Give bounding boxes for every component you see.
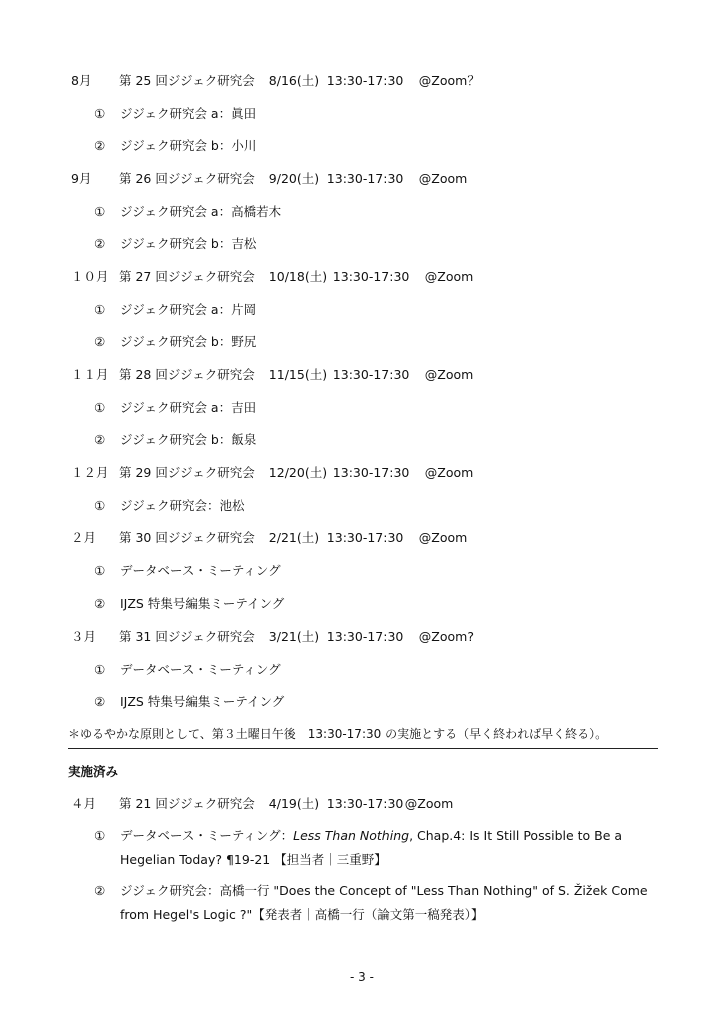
schedule-note: ＊ゆるやかな原則として、第３土曜日午後 13:30-17:30 の実施とする（早く終われば早く終る）。 <box>68 727 608 741</box>
session-place: @Zoom <box>418 171 468 186</box>
item-number: ② <box>94 694 106 709</box>
session-month: １１月 <box>71 367 109 382</box>
presenter-tag: 【発表者｜高橋一行（論文第一稿発表）】 <box>252 907 484 922</box>
session-item <box>94 301 256 319</box>
session-place: @Zoom <box>424 367 474 382</box>
session-title: 第 30 回ジジェク研究会 <box>119 530 255 545</box>
session-item <box>94 431 256 449</box>
done-item-number: ① <box>94 828 106 843</box>
session-place: @Zoom？ <box>418 73 480 88</box>
item-number: ② <box>94 432 106 447</box>
item-number: ① <box>94 498 106 513</box>
session-time: 13:30-17:30 <box>332 269 410 284</box>
session-title: 第 29 回ジジェク研究会 <box>119 465 255 480</box>
session-item <box>94 137 256 155</box>
session-date: 4/19(土) <box>268 796 320 811</box>
item-text: IJZS 特集号編集ミーテイング <box>120 694 285 709</box>
item-text: データベース・ミーティング <box>120 662 281 677</box>
session-item <box>94 333 256 351</box>
item-detail: , Chap.4: Is It Still Possible to Be a Hegelian Today? ¶19-21 <box>120 828 623 867</box>
session-title: 第 31 回ジジェク研究会 <box>119 629 255 644</box>
session-place: @Zoom <box>404 796 454 811</box>
session-row <box>71 628 474 646</box>
item-text: ジジェク研究会 a：片岡 <box>120 302 257 317</box>
session-time: 13:30-17:30 <box>332 367 410 382</box>
session-date: 2/21(土) <box>268 530 320 545</box>
session-month: ３月 <box>71 629 97 644</box>
session-row <box>71 366 473 384</box>
session-place: @Zoom <box>424 465 474 480</box>
session-item <box>94 235 256 253</box>
item-number: ① <box>94 302 106 317</box>
session-place: @Zoom? <box>418 629 474 644</box>
item-number: ① <box>94 106 106 121</box>
item-number: ② <box>94 236 106 251</box>
item-number: ② <box>94 334 106 349</box>
item-prefix: データベース・ミーティング： <box>120 828 294 843</box>
session-title: 第 25 回ジジェク研究会 <box>119 73 255 88</box>
book-title: Less Than Nothing <box>293 828 410 843</box>
presenter-tag: 【担当者｜三重野】 <box>274 852 387 867</box>
session-item <box>94 693 284 711</box>
item-number: ① <box>94 563 106 578</box>
session-time: 13:30-17:30 <box>326 629 404 644</box>
item-number: ① <box>94 204 106 219</box>
session-title: 第 26 回ジジェク研究会 <box>119 171 255 186</box>
item-number: ① <box>94 400 106 415</box>
item-text: ジジェク研究会 a：眞田 <box>120 106 257 121</box>
session-time: 13:30-17:30 <box>326 171 404 186</box>
session-item <box>94 661 281 679</box>
session-date: 9/20(土) <box>268 171 320 186</box>
item-prefix: ジジェク研究会：高橋一行 "Does the Concept of "Less Than Nothing" of S. Žižek Come from Hegel's Logic ?" <box>120 883 648 922</box>
session-row <box>71 170 467 188</box>
session-item <box>94 203 281 221</box>
item-number: ② <box>94 138 106 153</box>
item-number: ② <box>94 596 106 611</box>
session-title: 第 28 回ジジェク研究会 <box>119 367 255 382</box>
session-date: 8/16(土) <box>268 73 320 88</box>
session-time: 13:30-17:30 <box>332 465 410 480</box>
done-item-text <box>120 824 660 872</box>
session-title: 第 27 回ジジェク研究会 <box>119 269 255 284</box>
session-title: 第 21 回ジジェク研究会 <box>119 796 255 811</box>
session-item <box>94 595 284 613</box>
item-text: ジジェク研究会：池松 <box>120 498 245 513</box>
session-time: 13:30-17:30 <box>326 530 404 545</box>
session-row <box>71 268 473 286</box>
session-month: 8月 <box>71 73 92 88</box>
session-place: @Zoom <box>418 530 468 545</box>
session-item <box>94 105 256 123</box>
session-row <box>71 529 467 547</box>
session-row <box>71 795 453 813</box>
session-row <box>71 72 480 90</box>
item-text: データベース・ミーティング <box>120 563 281 578</box>
session-month: １２月 <box>71 465 109 480</box>
session-date: 11/15(土) <box>268 367 328 382</box>
done-item-text <box>120 879 660 927</box>
session-time: 13:30-17:30 <box>326 796 404 811</box>
item-text: ジジェク研究会 b：飯泉 <box>120 432 257 447</box>
session-item <box>94 399 256 417</box>
item-text: ジジェク研究会 a：吉田 <box>120 400 257 415</box>
session-place: @Zoom <box>424 269 474 284</box>
item-text: IJZS 特集号編集ミーテイング <box>120 596 285 611</box>
item-number: ① <box>94 662 106 677</box>
session-month: 9月 <box>71 171 92 186</box>
session-month: １０月 <box>71 269 109 284</box>
session-date: 10/18(土) <box>268 269 328 284</box>
item-text: ジジェク研究会 b：小川 <box>120 138 257 153</box>
page-number: - 3 - <box>350 970 374 984</box>
session-date: 12/20(土) <box>268 465 328 480</box>
item-text: ジジェク研究会 a：高橋若木 <box>120 204 282 219</box>
done-heading: 実施済み <box>68 764 119 779</box>
item-text: ジジェク研究会 b：野尻 <box>120 334 257 349</box>
session-month: ４月 <box>71 796 97 811</box>
session-month: ２月 <box>71 530 97 545</box>
done-item-number: ② <box>94 883 106 898</box>
session-item <box>94 562 281 580</box>
section-divider <box>68 748 658 749</box>
session-date: 3/21(土) <box>268 629 320 644</box>
session-item <box>94 497 244 515</box>
session-time: 13:30-17:30 <box>326 73 404 88</box>
session-row <box>71 464 473 482</box>
item-text: ジジェク研究会 b：吉松 <box>120 236 257 251</box>
